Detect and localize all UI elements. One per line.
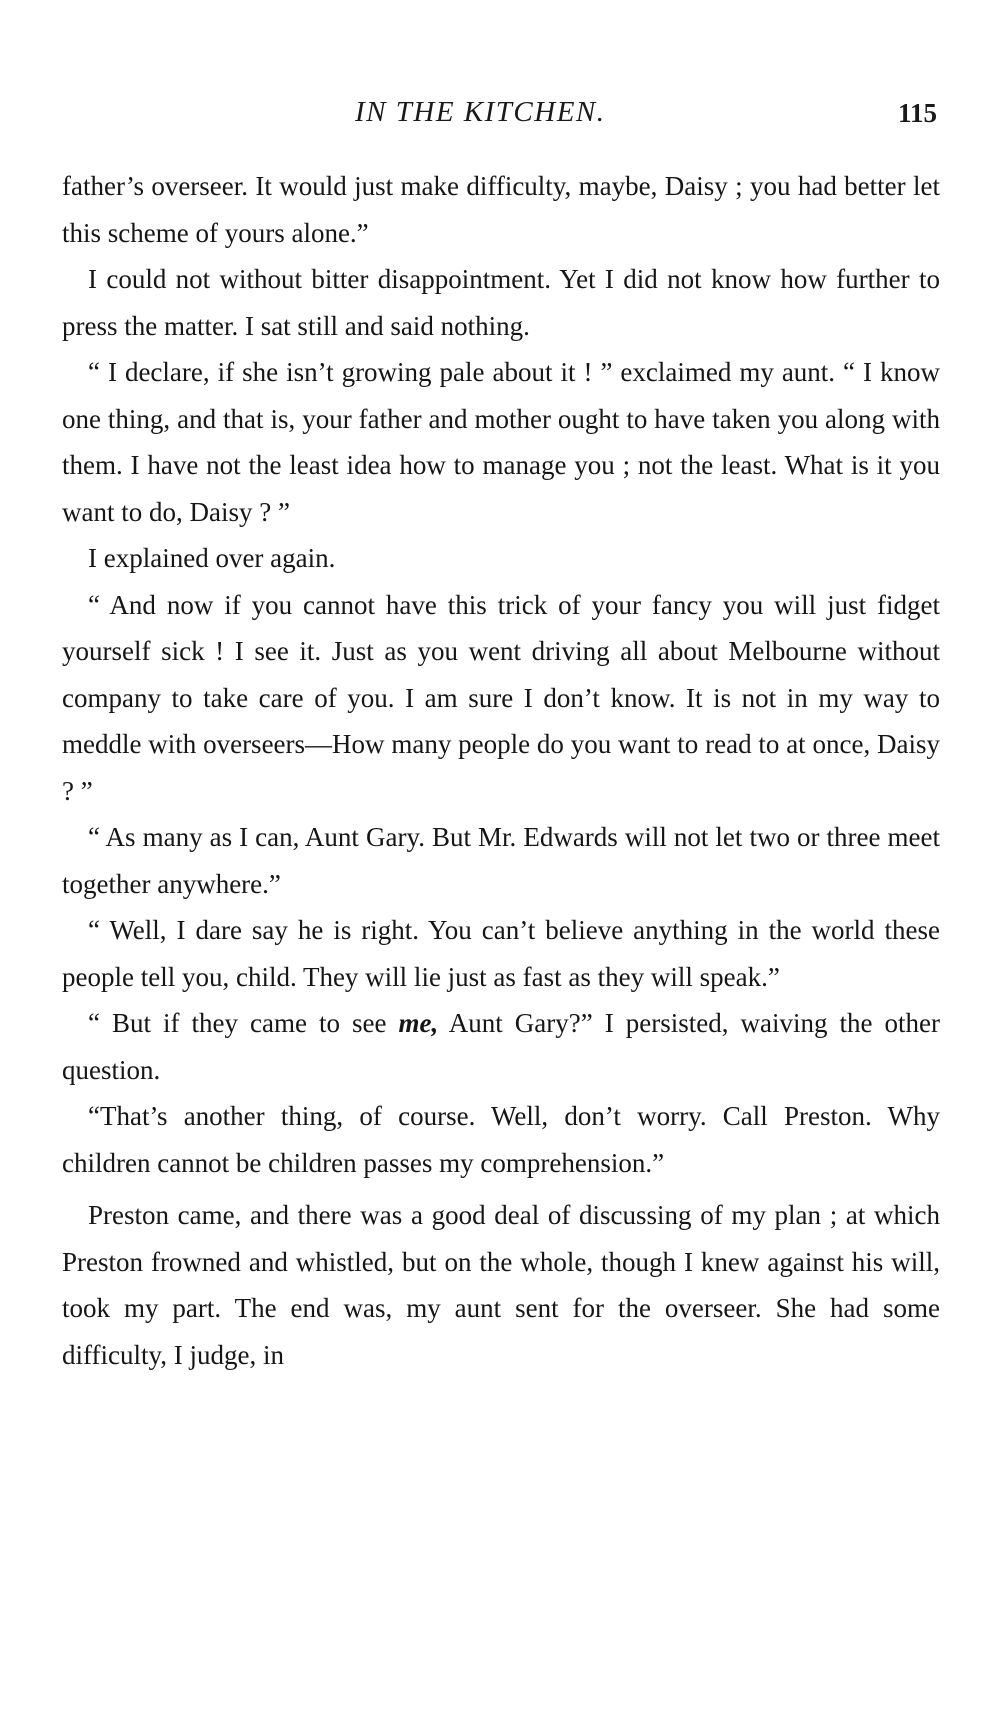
page-number: 115 bbox=[898, 98, 938, 128]
paragraph: “ As many as I can, Aunt Gary. But Mr. Edwards will not let two or three meet together anywhere.” bbox=[62, 822, 940, 899]
paragraph: “ I declare, if she isn’t growing pale about it ! ” exclaimed my aunt. “ I know one thing, and that is, your father and mother ought to have taken you along with them. I have not the least idea how to manage you ; not the least. What is it you want to do, Daisy ? ” bbox=[62, 357, 940, 527]
paragraph-text: Aunt Gary?” I persisted, waiving the other question. bbox=[62, 1008, 940, 1085]
paragraph: Preston came, and there was a good deal of discussing of my plan ; at which Preston frowned and whistled, but on the whole, though I knew against his will, took my part. The end was, my aunt sent for the overseer. She had some difficulty, I judge, in bbox=[62, 1200, 940, 1370]
paragraph: father’s overseer. It would just make difficulty, maybe, Daisy ; you had better let this scheme of yours alone.” bbox=[62, 171, 940, 248]
emphasized-word: me, bbox=[398, 1008, 439, 1038]
body-text bbox=[62, 163, 940, 1378]
paragraph: “That’s another thing, of course. Well, don’t worry. Call Preston. Why children cannot be children passes my comprehension.” bbox=[62, 1101, 940, 1178]
paragraph: “ Well, I dare say he is right. You can’t believe anything in the world these people tell you, child. They will lie just as fast as they will speak.” bbox=[62, 915, 940, 992]
paragraph: “ And now if you cannot have this trick of your fancy you will just fidget yourself sick ! I see it. Just as you went driving all about Melbourne without company to take care of you. I am sure I don’t know. It is not in my way to meddle with overseers—How many people do you want to read to at once, Daisy ? ” bbox=[62, 589, 940, 806]
running-header bbox=[0, 96, 1000, 136]
paragraph: I explained over again. bbox=[88, 543, 336, 573]
paragraph bbox=[62, 1000, 940, 1093]
paragraph: I could not without bitter disappointment. Yet I did not know how further to press the matter. I sat still and said nothing. bbox=[62, 264, 940, 341]
paragraph-text: “ But if they came to see bbox=[88, 1008, 399, 1038]
running-title: IN THE KITCHEN. bbox=[355, 96, 606, 128]
